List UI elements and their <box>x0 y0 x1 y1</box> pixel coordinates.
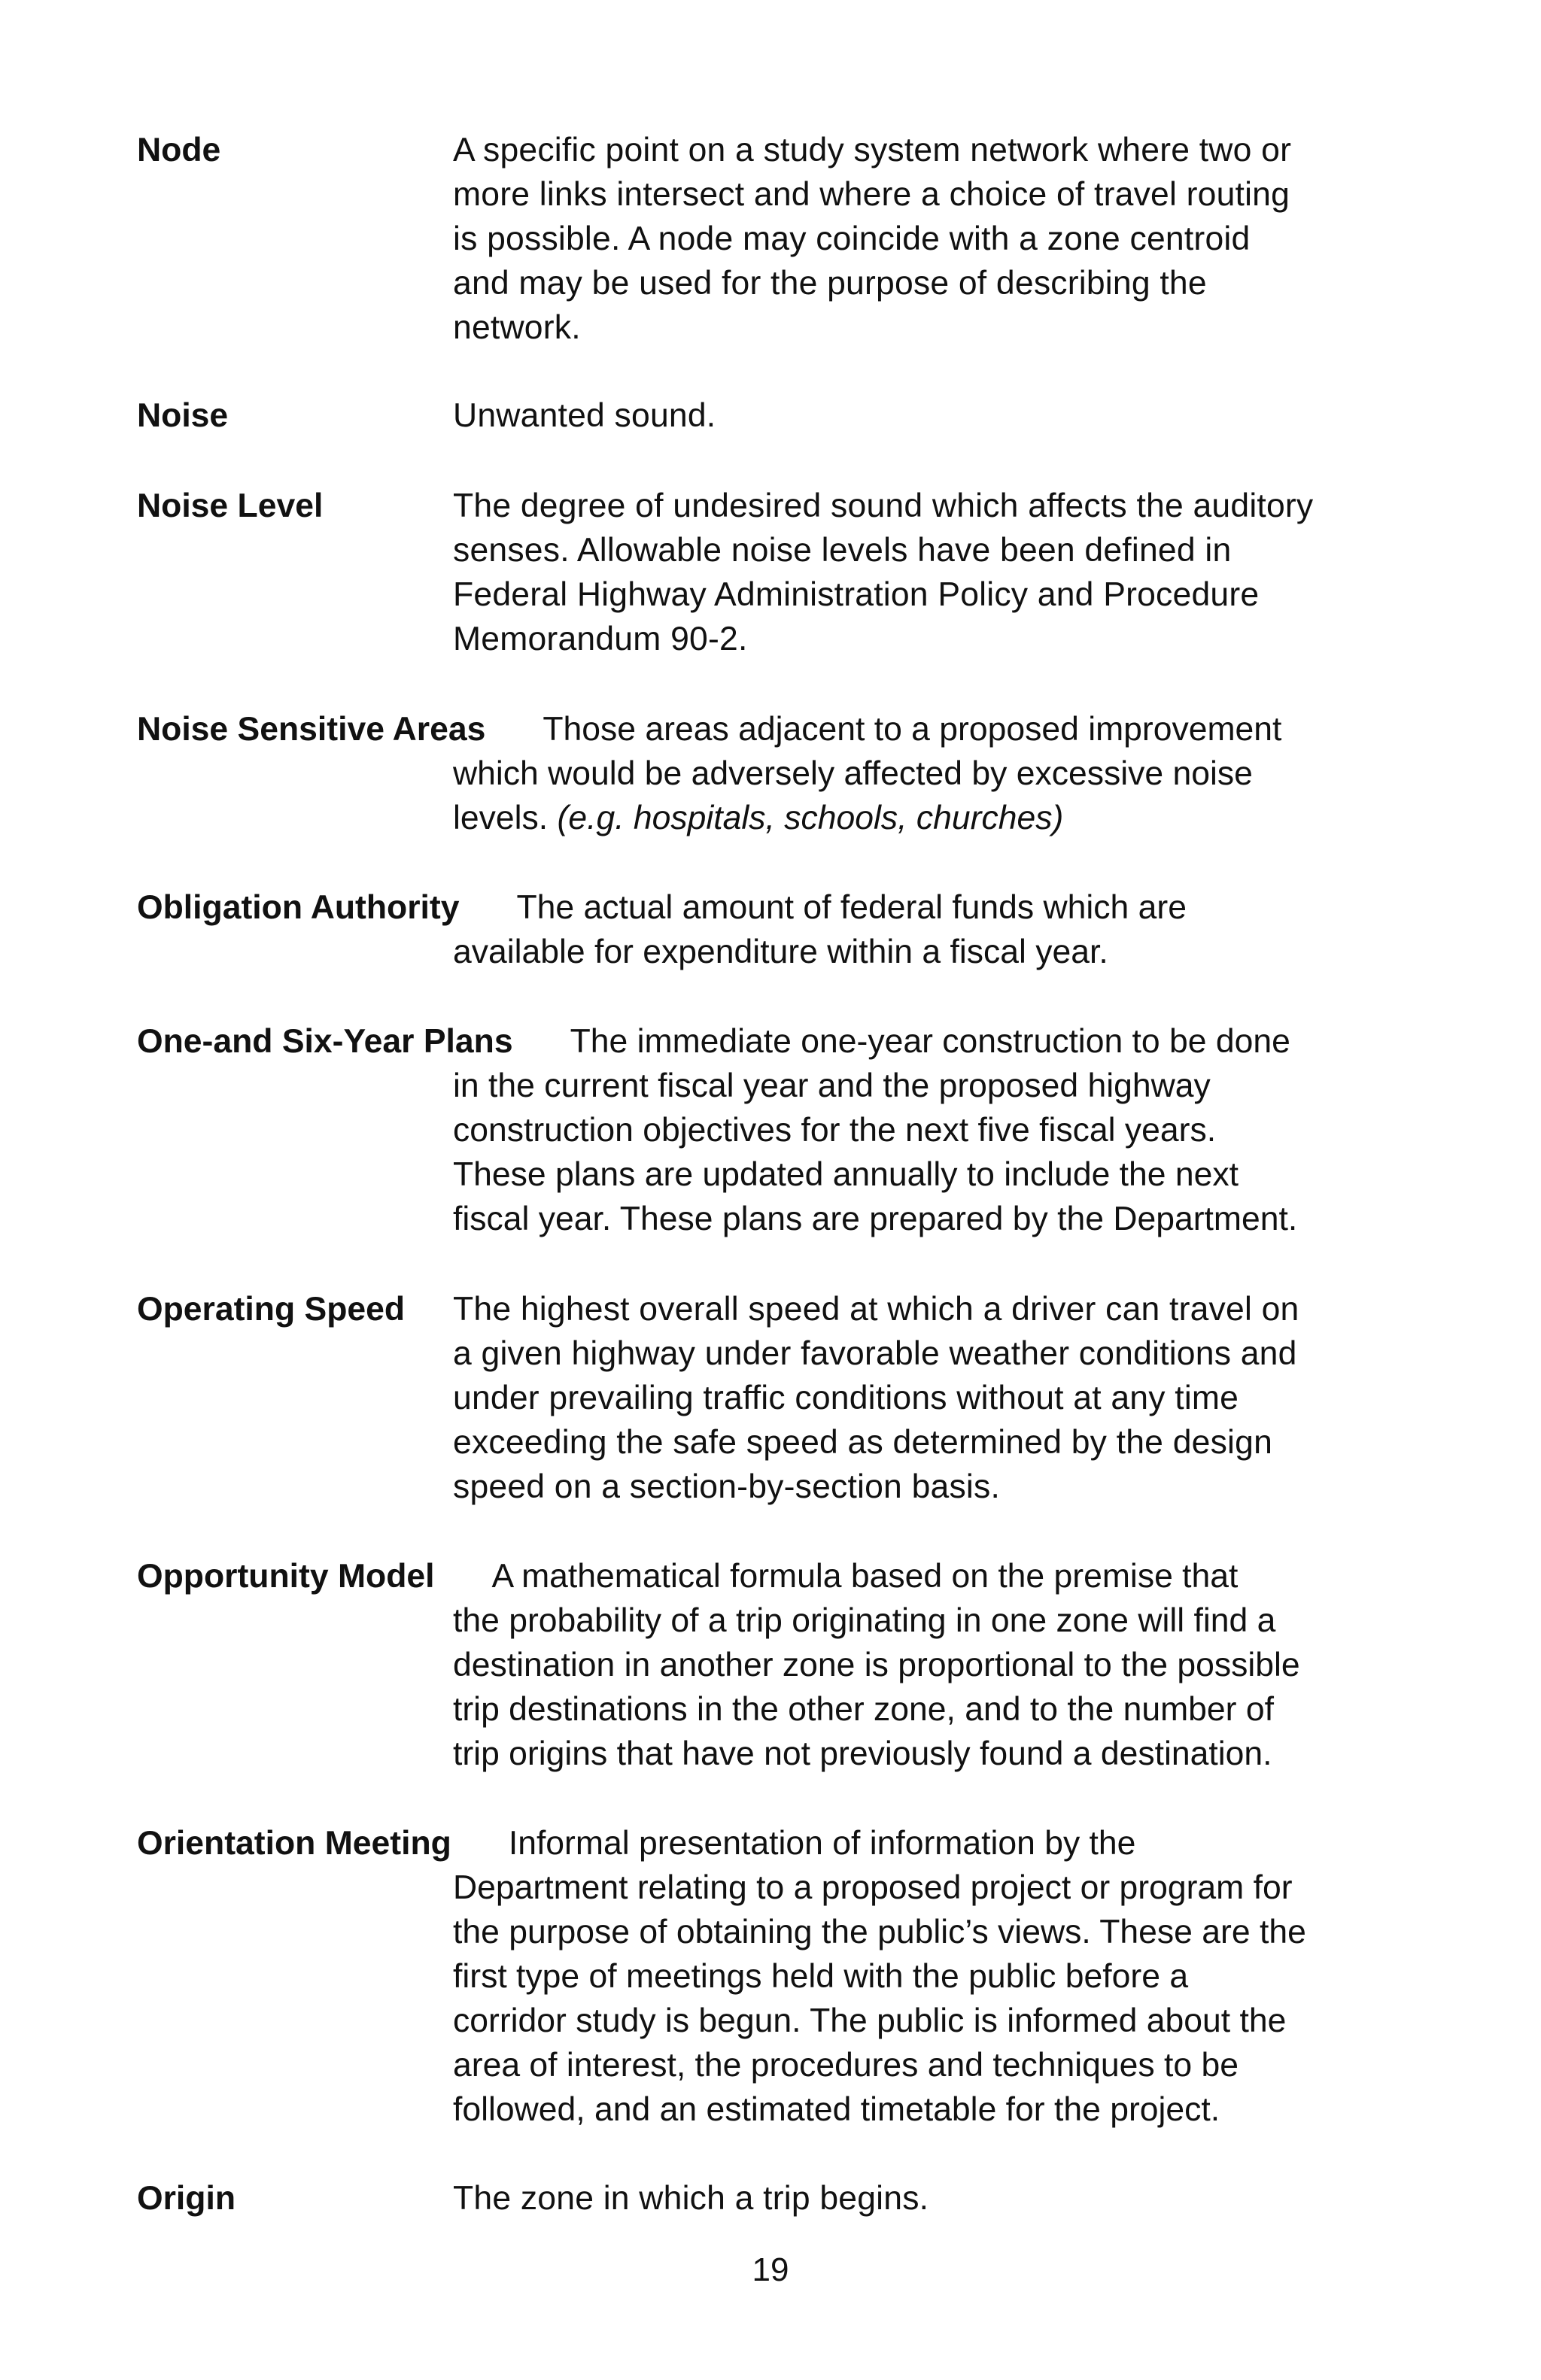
definition-line: The zone in which a trip begins. <box>453 2180 929 2217</box>
entry-term: Operating Speed <box>137 1291 406 1328</box>
glossary-entry-obligation-authority <box>137 885 1386 974</box>
definition-line: trip origins that have not previously found a destination. <box>453 1735 1272 1772</box>
glossary-entry-operating-speed <box>137 1287 1386 1509</box>
definition-line: exceeding the safe speed as determined by the design <box>453 1424 1273 1461</box>
entry-definition <box>453 128 1394 350</box>
definition-line: is possible. A node may coincide with a zone centroid <box>453 220 1251 257</box>
definition-example: (e.g. hospitals, schools, churches) <box>557 800 1064 836</box>
page-number: 19 <box>752 2251 789 2288</box>
definition-line: construction objectives for the next five fiscal years. <box>453 1112 1217 1149</box>
glossary-entry-one-and-six-year-plans <box>137 1019 1386 1241</box>
definition-line: area of interest, the procedures and techniques to be <box>453 2047 1239 2084</box>
definition-line: senses. Allowable noise levels have been defined in <box>453 532 1232 569</box>
glossary-entry-noise <box>137 393 1386 438</box>
definition-line: Informal presentation of information by the <box>508 1825 1136 1862</box>
definition-line: trip destinations in the other zone, and to the number of <box>453 1691 1274 1728</box>
definition-line: The actual amount of federal funds which are <box>516 889 1187 926</box>
entry-term: Node <box>137 132 221 168</box>
glossary-entry-node <box>137 128 1386 350</box>
entry-definition <box>453 393 1394 438</box>
entry-term: Noise <box>137 397 229 434</box>
definition-line: and may be used for the purpose of describing the <box>453 265 1207 302</box>
definition-line: Federal Highway Administration Policy and Procedure <box>453 576 1260 613</box>
definition-line: a given highway under favorable weather conditions and <box>453 1335 1297 1372</box>
definition-line: levels. (e.g. hospitals, schools, churches) <box>453 800 1064 836</box>
definition-line: which would be adversely affected by excessive noise <box>453 755 1253 792</box>
glossary-entry-noise-level <box>137 484 1386 661</box>
entry-definition <box>453 1287 1394 1509</box>
definition-line: Memorandum 90-2. <box>453 621 748 657</box>
entry-term: One-and Six-Year Plans <box>137 1023 513 1060</box>
definition-line: more links intersect and where a choice of travel routing <box>453 176 1290 213</box>
entry-term: Noise Sensitive Areas <box>137 711 486 748</box>
glossary-entry-opportunity-model <box>137 1554 1386 1776</box>
definition-line: Those areas adjacent to a proposed improvement <box>543 711 1282 748</box>
definition-line: The degree of undesired sound which affects the auditory <box>453 487 1314 524</box>
definition-line: first type of meetings held with the public before a <box>453 1958 1189 1995</box>
entry-term: Obligation Authority <box>137 889 460 926</box>
entry-term: Orientation Meeting <box>137 1825 451 1862</box>
definition-line: network. <box>453 309 581 346</box>
entry-term: Opportunity Model <box>137 1558 435 1595</box>
definition-line: the purpose of obtaining the public’s views. These are the <box>453 1914 1306 1950</box>
definition-line: fiscal year. These plans are prepared by the Department. <box>453 1201 1298 1237</box>
entry-definition <box>453 484 1394 661</box>
definition-line: available for expenditure within a fiscal year. <box>453 933 1108 970</box>
definition-line: under prevailing traffic conditions without at any time <box>453 1380 1239 1416</box>
definition-line: Unwanted sound. <box>453 397 716 434</box>
glossary-entry-noise-sensitive-areas <box>137 707 1386 840</box>
entry-term: Noise Level <box>137 487 324 524</box>
definition-line: These plans are updated annually to include the next <box>453 1156 1239 1193</box>
definition-line: corridor study is begun. The public is informed about the <box>453 2002 1287 2039</box>
definition-line: destination in another zone is proportional to the possible <box>453 1647 1300 1683</box>
definition-line: A mathematical formula based on the premise that <box>491 1558 1239 1595</box>
entry-term: Origin <box>137 2180 236 2217</box>
definition-line: Department relating to a proposed project or program for <box>453 1869 1293 1906</box>
definition-line: followed, and an estimated timetable for the project. <box>453 2091 1220 2128</box>
definition-line: in the current fiscal year and the proposed highway <box>453 1067 1211 1104</box>
definition-line: The highest overall speed at which a driver can travel on <box>453 1291 1299 1328</box>
definition-line: A specific point on a study system network where two or <box>453 132 1292 168</box>
definition-line: The immediate one-year construction to be done <box>570 1023 1290 1060</box>
definition-line: speed on a section-by-section basis. <box>453 1468 1001 1505</box>
entry-definition <box>453 2176 1394 2221</box>
glossary-entry-orientation-meeting <box>137 1821 1386 2132</box>
glossary-entry-origin <box>137 2176 1386 2221</box>
definition-line: the probability of a trip originating in one zone will find a <box>453 1602 1276 1639</box>
